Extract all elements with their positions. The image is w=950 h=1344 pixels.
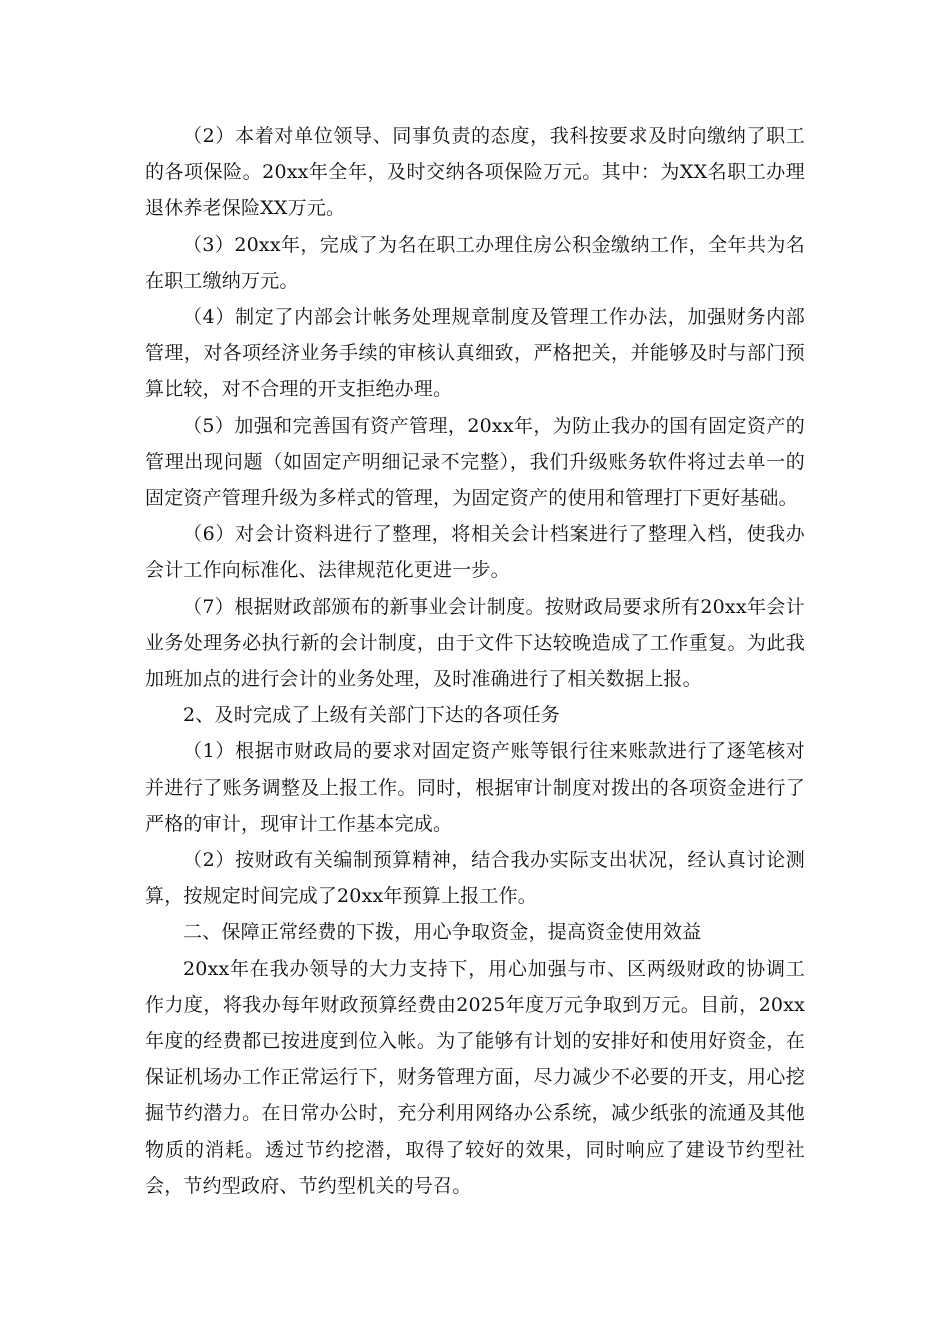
paragraph-housing-fund: （3）20xx年，完成了为名在职工办理住房公积金缴纳工作，全年共为名在职工缴纳万元。	[145, 233, 805, 292]
document-body	[145, 118, 805, 1204]
paragraph-reconciliation: （1）根据市财政局的要求对固定资产账等银行往来账款进行了逐笔核对并进行了账务调整及上报工作。同时，根据审计制度对拨出的各项资金进行了严格的审计，现审计工作基本完成。	[145, 740, 805, 835]
section-heading-tasks: 2、及时完成了上级有关部门下达的各项任务	[183, 704, 561, 727]
paragraph-accounting-rules: （4）制定了内部会计帐务处理规章制度及管理工作办法，加强财务内部管理，对各项经济业务手续的审核认真细致，严格把关，并能够及时与部门预算比较，对不合理的开支拒绝办理。	[145, 306, 805, 401]
paragraph-archives: （6）对会计资料进行了整理，将相关会计档案进行了整理入档，使我办会计工作向标准化、法律规范化更进一步。	[145, 523, 805, 582]
paragraph-asset-management: （5）加强和完善国有资产管理，20xx年，为防止我办的国有固定资产的管理出现问题（如固定产明细记录不完整），我们升级账务软件将过去单一的固定资产管理升级为多样式的管理，为固定资产的使用和管理打下更好基础。	[145, 414, 805, 510]
paragraph-new-accounting-system: （7）根据财政部颁布的新事业会计制度。按财政局要求所有20xx年会计业务处理务必执行新的会计制度，由于文件下达较晚造成了工作重复。为此我加班加点的进行会计的业务处理，及时准确进行了相关数据上报。	[145, 595, 805, 691]
paragraph-insurance: （2）本着对单位领导、同事负责的态度，我科按要求及时向缴纳了职工的各项保险。20xx年全年，及时交纳各项保险万元。其中：为XX名职工办理退休养老保险XX万元。	[145, 125, 805, 220]
paragraph-budget-report: （2）按财政有关编制预算精神，结合我办实际支出状况，经认真讨论测算，按规定时间完成了20xx年预算上报工作。	[145, 849, 805, 908]
paragraph-funding-details: 20xx年在我办领导的大力支持下，用心加强与市、区两级财政的协调工作力度，将我办每年财政预算经费由2025年度万元争取到万元。目前，20xx年度的经费都已按进度到位入帐。为了能够有计划的安排好和使用好资金，在保证机场办工作正常运行下，财务管理方面，尽力减少不必要的开支，用心挖掘节约潜力。在日常办公时，充分利用网络办公系统，减少纸张的流通及其他物质的消耗。透过节约挖潜，取得了较好的效果，同时响应了建设节约型社会，节约型政府、节约型机关的号召。	[145, 957, 805, 1197]
section-heading-funding: 二、保障正常经费的下拨，用心争取资金，提高资金使用效益	[183, 921, 702, 944]
